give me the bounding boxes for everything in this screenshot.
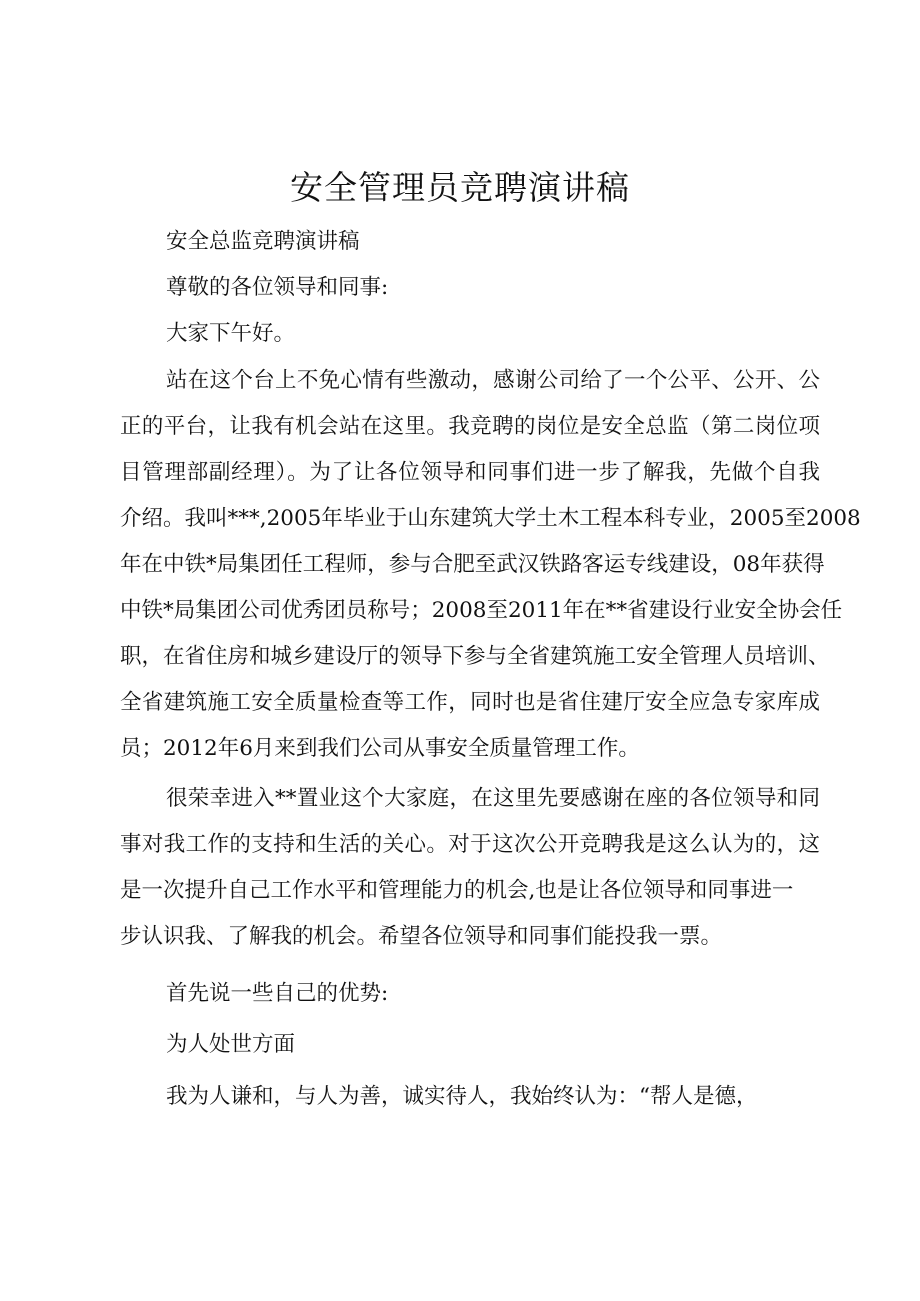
greeting: 大家下午好。 <box>166 321 296 346</box>
paragraph-line: 步认识我、了解我的机会。希望各位领导和同事们能投我一票。 <box>120 924 723 949</box>
paragraph-line: 很荣幸进入**置业这个大家庭，在这里先要感谢在座的各位领导和同 <box>166 786 820 811</box>
paragraph-line: 正的平台，让我有机会站在这里。我竞聘的岗位是安全总监（第二岗位项 <box>120 414 820 439</box>
paragraph-line: 我为人谦和，与人为善，诚实待人，我始终认为：“帮人是德， <box>166 1084 758 1109</box>
document-title: 安全管理员竞聘演讲稿 <box>290 168 630 207</box>
paragraph-line: 介绍。我叫***,2005年毕业于山东建筑大学土木工程本科专业，2005至2008 <box>120 506 861 531</box>
paragraph-line: 员；2012年6月来到我们公司从事安全质量管理工作。 <box>120 736 640 761</box>
advantages-intro: 首先说一些自己的优势: <box>166 981 389 1006</box>
paragraph-line: 目管理部副经理）。为了让各位领导和同事们进一步了解我，先做个自我 <box>120 460 820 485</box>
section-heading: 为人处世方面 <box>166 1032 296 1057</box>
paragraph-line: 站在这个台上不免心情有些激动，感谢公司给了一个公平、公开、公 <box>166 368 820 393</box>
paragraph-line: 全省建筑施工安全质量检查等工作，同时也是省住建厅安全应急专家库成 <box>120 690 820 715</box>
paragraph-line: 事对我工作的支持和生活的关心。对于这次公开竞聘我是这么认为的，这 <box>120 832 820 857</box>
paragraph-line: 职，在省住房和城乡建设厅的领导下参与全省建筑施工安全管理人员培训、 <box>120 644 830 669</box>
document-subtitle: 安全总监竞聘演讲稿 <box>166 229 360 254</box>
paragraph-line: 年在中铁*局集团任工程师，参与合肥至武汉铁路客运专线建设，08年获得 <box>120 552 825 577</box>
salutation: 尊敬的各位领导和同事: <box>166 275 389 300</box>
paragraph-line: 是一次提升自己工作水平和管理能力的机会,也是让各位领导和同事进一 <box>120 878 794 903</box>
paragraph-line: 中铁*局集团公司优秀团员称号；2008至2011年在**省建设行业安全协会任 <box>120 598 843 623</box>
